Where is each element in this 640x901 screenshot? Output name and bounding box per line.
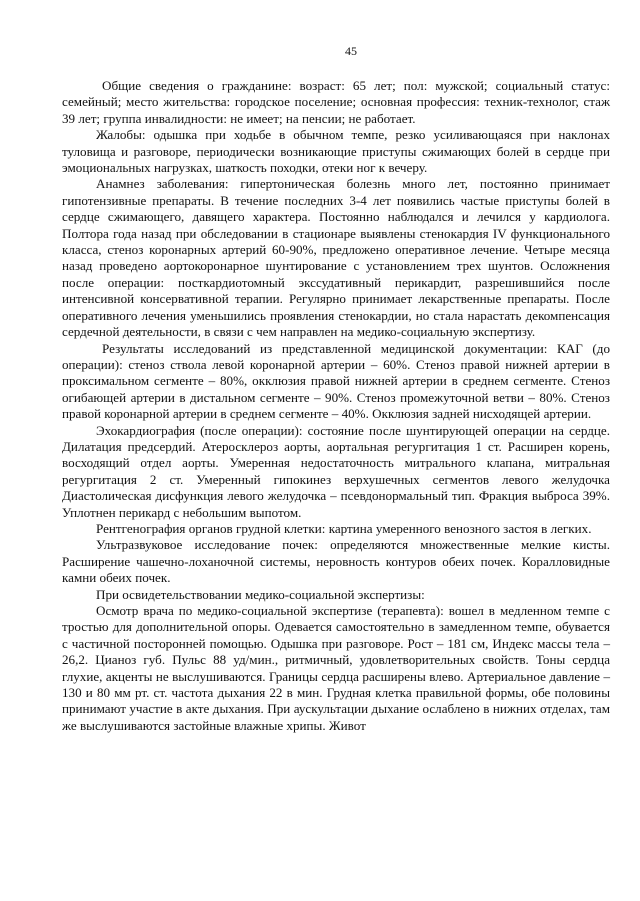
paragraph-radiography: Рентгенография органов грудной клетки: картина умеренного венозного застоя в легких. xyxy=(96,520,592,536)
paragraph-complaints: Жалобы: одышка при ходьбе в обычном темпе, резко усиливающаяся при наклонах туловища и разговоре, периодически возникающие приступы сжимающих болей в сердце при эмоциональных нагрузках, шаткость походки, отеки ног к вечеру. xyxy=(62,127,610,176)
paragraph-research-results: Результаты исследований из представленной медицинской документации: КАГ (до операции): стеноз ствола левой коронарной артерии – 60%. Стеноз правой нижней артерии в проксимальном сегменте – 80%, окклюзия правой нижней артерии в среднем сегменте. Стеноз огибающей артерии в дистальном сегменте – 90%. Стеноз промежуточной ветви – 80%. Стеноз правой коронарной артерии в среднем сегменте – 40%. Окклюзия задней нисходящей артерии. xyxy=(62,340,610,422)
paragraph-doctor-examination: Осмотр врача по медико-социальной экспертизе (терапевта): вошел в медленном темпе с тростью для дополнительной опоры. Одевается самостоятельно в замедленном темпе, обувается с частичной посторонней помощью. Одышка при разговоре. Рост – 181 см, Индекс массы тела – 26,2. Цианоз губ. Пульс 88 уд/мин., ритмичный, удовлетворительных свойств. Тоны сердца глухие, акценты не выслушиваются. Границы сердца расширены влево. Артериальное давление – 130 и 80 мм рт. ст. частота дыхания 22 в мин. Грудная клетка правильной формы, обе половины принимают участие в акте дыхания. При аускультации дыхание ослаблено в нижних отделах, там же выслушиваются застойные влажные хрипы. Живот xyxy=(62,603,610,733)
paragraph-general-info: Общие сведения о гражданине: возраст: 65 лет; пол: мужской; социальный статус: семейный; место жительства: городское поселение; основная профессия: техник-технолог, стаж 39 лет; группа инвалидности: не имеет; на пенсии; не работает. xyxy=(62,78,610,126)
paragraph-echocardiography: Эхокардиография (после операции): состояние после шунтирующей операции на сердце. Дилатация предсердий. Атеросклероз аорты, аортальная регургитация 1 ст. Расширен корень, восходящий отдел аорты. Умеренная недостаточность митрального клапана, митральная регургитация 2 ст. Умеренный гипокинез верхушечных сегментов левого желудочка Диастолическая дисфункция левого желудочка – псевдонормальный тип. Фракция выброса 39%. Уплотнен перикард с небольшим выпотом. xyxy=(62,422,610,520)
paragraph-examination-heading: При освидетельствовании медико-социальной экспертизы: xyxy=(96,586,425,602)
page-number: 45 xyxy=(345,44,357,58)
paragraph-ultrasound: Ультразвуковое исследование почек: определяются множественные мелкие кисты. Расширение чашечно-лоханочной системы, неровность контуров обеих почек. Коралловидные камни обеих почек. xyxy=(62,537,610,586)
paragraph-anamnesis: Анамнез заболевания: гипертоническая болезнь много лет, постоянно принимает гипотензивные препараты. В течение последних 3-4 лет появились частые приступы болей в сердце сжимающего, давящего характера. Постоянно наблюдался и лечился у кардиолога. Полтора года назад при обследовании в стационаре выявлены стенокардия IV функционального класса, стеноз коронарных артерий 60-90%, предложено оперативное лечение. Четыре месяца назад проведено аортокоронарное шунтирование с установлением трех шунтов. Осложнения после операции: посткардиотомный экссудативный перикардит, разрешившийся после интенсивной консервативной терапии. Регулярно принимает лекарственные препараты. После оперативного лечения уменьшились проявления стенокардии, но стала нарастать декомпенсация сердечной деятельности, в связи с чем направлен на медико-социальную экспертизу. xyxy=(62,176,610,340)
